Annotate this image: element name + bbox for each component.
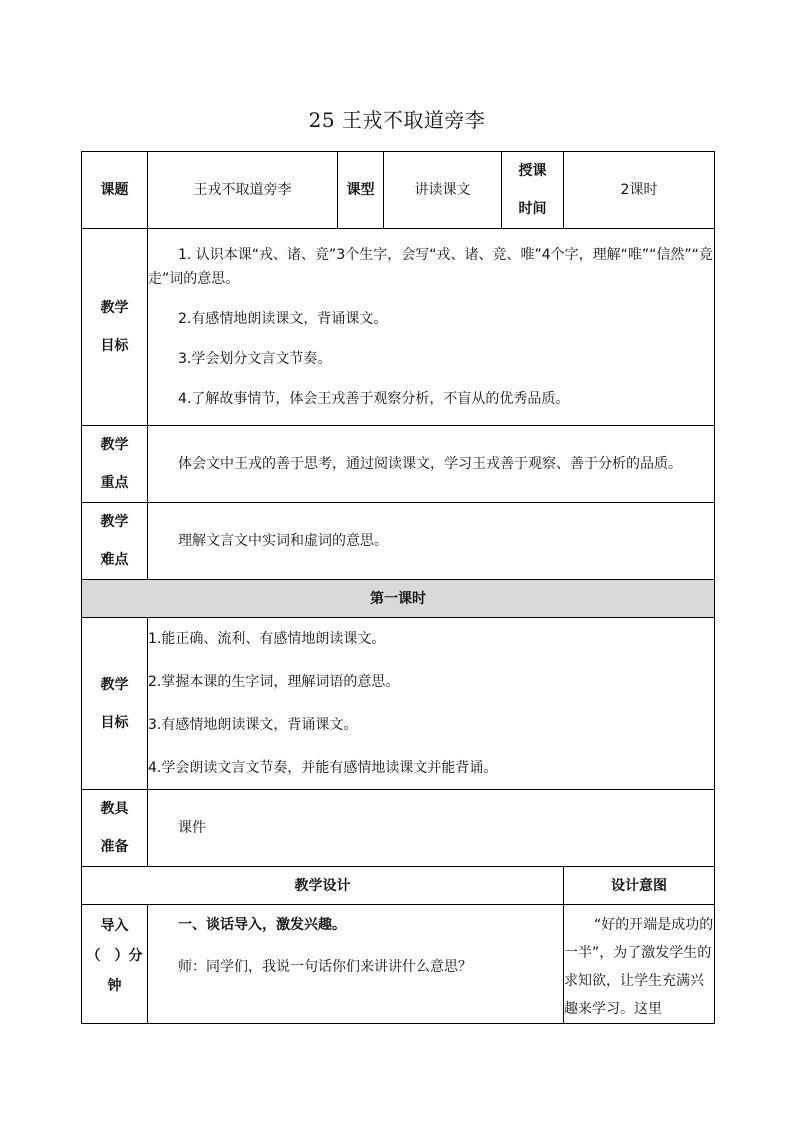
time-label-line1: 授课 [518, 163, 547, 179]
lesson1-goal-item: 2.掌握本课的生字词，理解词语的意思。 [148, 674, 400, 690]
key-points-text: 体会文中王戎的善于思考，通过阅读课文，学习王戎善于观察、善于分析的品质。 [178, 456, 682, 472]
difficulties-text: 理解文言文中实词和虚词的意思。 [178, 533, 388, 549]
intro-label [82, 905, 148, 1024]
row-topic [82, 152, 715, 229]
topic-label: 课题 [82, 152, 148, 229]
goal-item: 3.学会划分文言文节奏。 [178, 351, 332, 367]
row-difficulties [82, 503, 715, 580]
intent-header: 设计意图 [564, 867, 715, 905]
tools-value: 课件 [178, 820, 206, 836]
time-label-line2: 时间 [518, 201, 547, 217]
time-value: 2课时 [564, 152, 715, 229]
row-intro [82, 905, 715, 1024]
lesson1-header: 第一课时 [82, 580, 715, 618]
lesson1-goal-item: 1.能正确、流利、有感情地朗读课文。 [148, 631, 386, 647]
tools-label-line1: 教具 [100, 801, 129, 817]
key-points-label-line1: 教学 [100, 437, 129, 453]
row-lesson1-header [82, 580, 715, 618]
topic-value: 王戎不取道旁李 [148, 152, 338, 229]
row-goals [82, 229, 715, 426]
tools-content [148, 790, 715, 867]
intro-heading: 一、谈话导入，激发兴趣。 [178, 917, 346, 933]
intro-content [148, 905, 564, 1024]
key-points-label-line2: 重点 [100, 475, 129, 491]
lesson1-goals-content [148, 618, 715, 790]
lesson1-goals-label [82, 618, 148, 790]
type-label: 课型 [338, 152, 384, 229]
intro-label-line1: 导入 [100, 918, 129, 934]
key-points-content [148, 426, 715, 503]
goals-label-line2: 目标 [100, 338, 129, 354]
goals-label [82, 229, 148, 426]
row-key-points [82, 426, 715, 503]
goal-item: 2.有感情地朗读课文，背诵课文。 [178, 311, 388, 327]
design-header: 教学设计 [82, 867, 564, 905]
document-title: 25 王戎不取道旁李 [308, 108, 486, 132]
difficulties-label-line1: 教学 [100, 514, 129, 530]
type-value: 讲读课文 [384, 152, 502, 229]
lesson1-goal-item: 3.有感情地朗读课文，背诵课文。 [148, 717, 358, 733]
goals-label-line1: 教学 [100, 300, 129, 316]
time-label [502, 152, 564, 229]
intro-label-line3: 钟 [107, 978, 122, 994]
goal-item: 1. 认识本课“戎、诸、竞”3个生字，会写“戎、诸、竞、唯”4个字，理解“唯”“信然”“竞走”词的意思。 [148, 247, 713, 287]
row-design-header [82, 867, 715, 905]
lesson1-goal-item: 4.学会朗读文言文节奏，并能有感情地读课文并能背诵。 [148, 760, 498, 776]
tools-label [82, 790, 148, 867]
difficulties-content [148, 503, 715, 580]
intro-label-line2: （ ）分 [86, 948, 143, 964]
lesson1-goals-label-line1: 教学 [100, 676, 129, 693]
intro-text: 师：同学们，我说一句话你们来讲讲什么意思？ [178, 959, 472, 975]
goals-content [148, 229, 715, 426]
intent-content [564, 905, 715, 1024]
difficulties-label-line2: 难点 [100, 552, 129, 568]
row-tools [82, 790, 715, 867]
difficulties-label [82, 503, 148, 580]
lesson1-goals-label-line2: 目标 [100, 714, 129, 731]
lesson-plan-table [81, 151, 715, 1024]
goal-item: 4.了解故事情节，体会王戎善于观察分析，不盲从的优秀品质。 [178, 391, 570, 407]
row-lesson1-goals [82, 618, 715, 790]
key-points-label [82, 426, 148, 503]
tools-label-line2: 准备 [100, 839, 129, 855]
intent-text: “好的开端是成功的一半”，为了激发学生的求知欲，让学生充满兴趣来学习。这里 [564, 917, 714, 1017]
